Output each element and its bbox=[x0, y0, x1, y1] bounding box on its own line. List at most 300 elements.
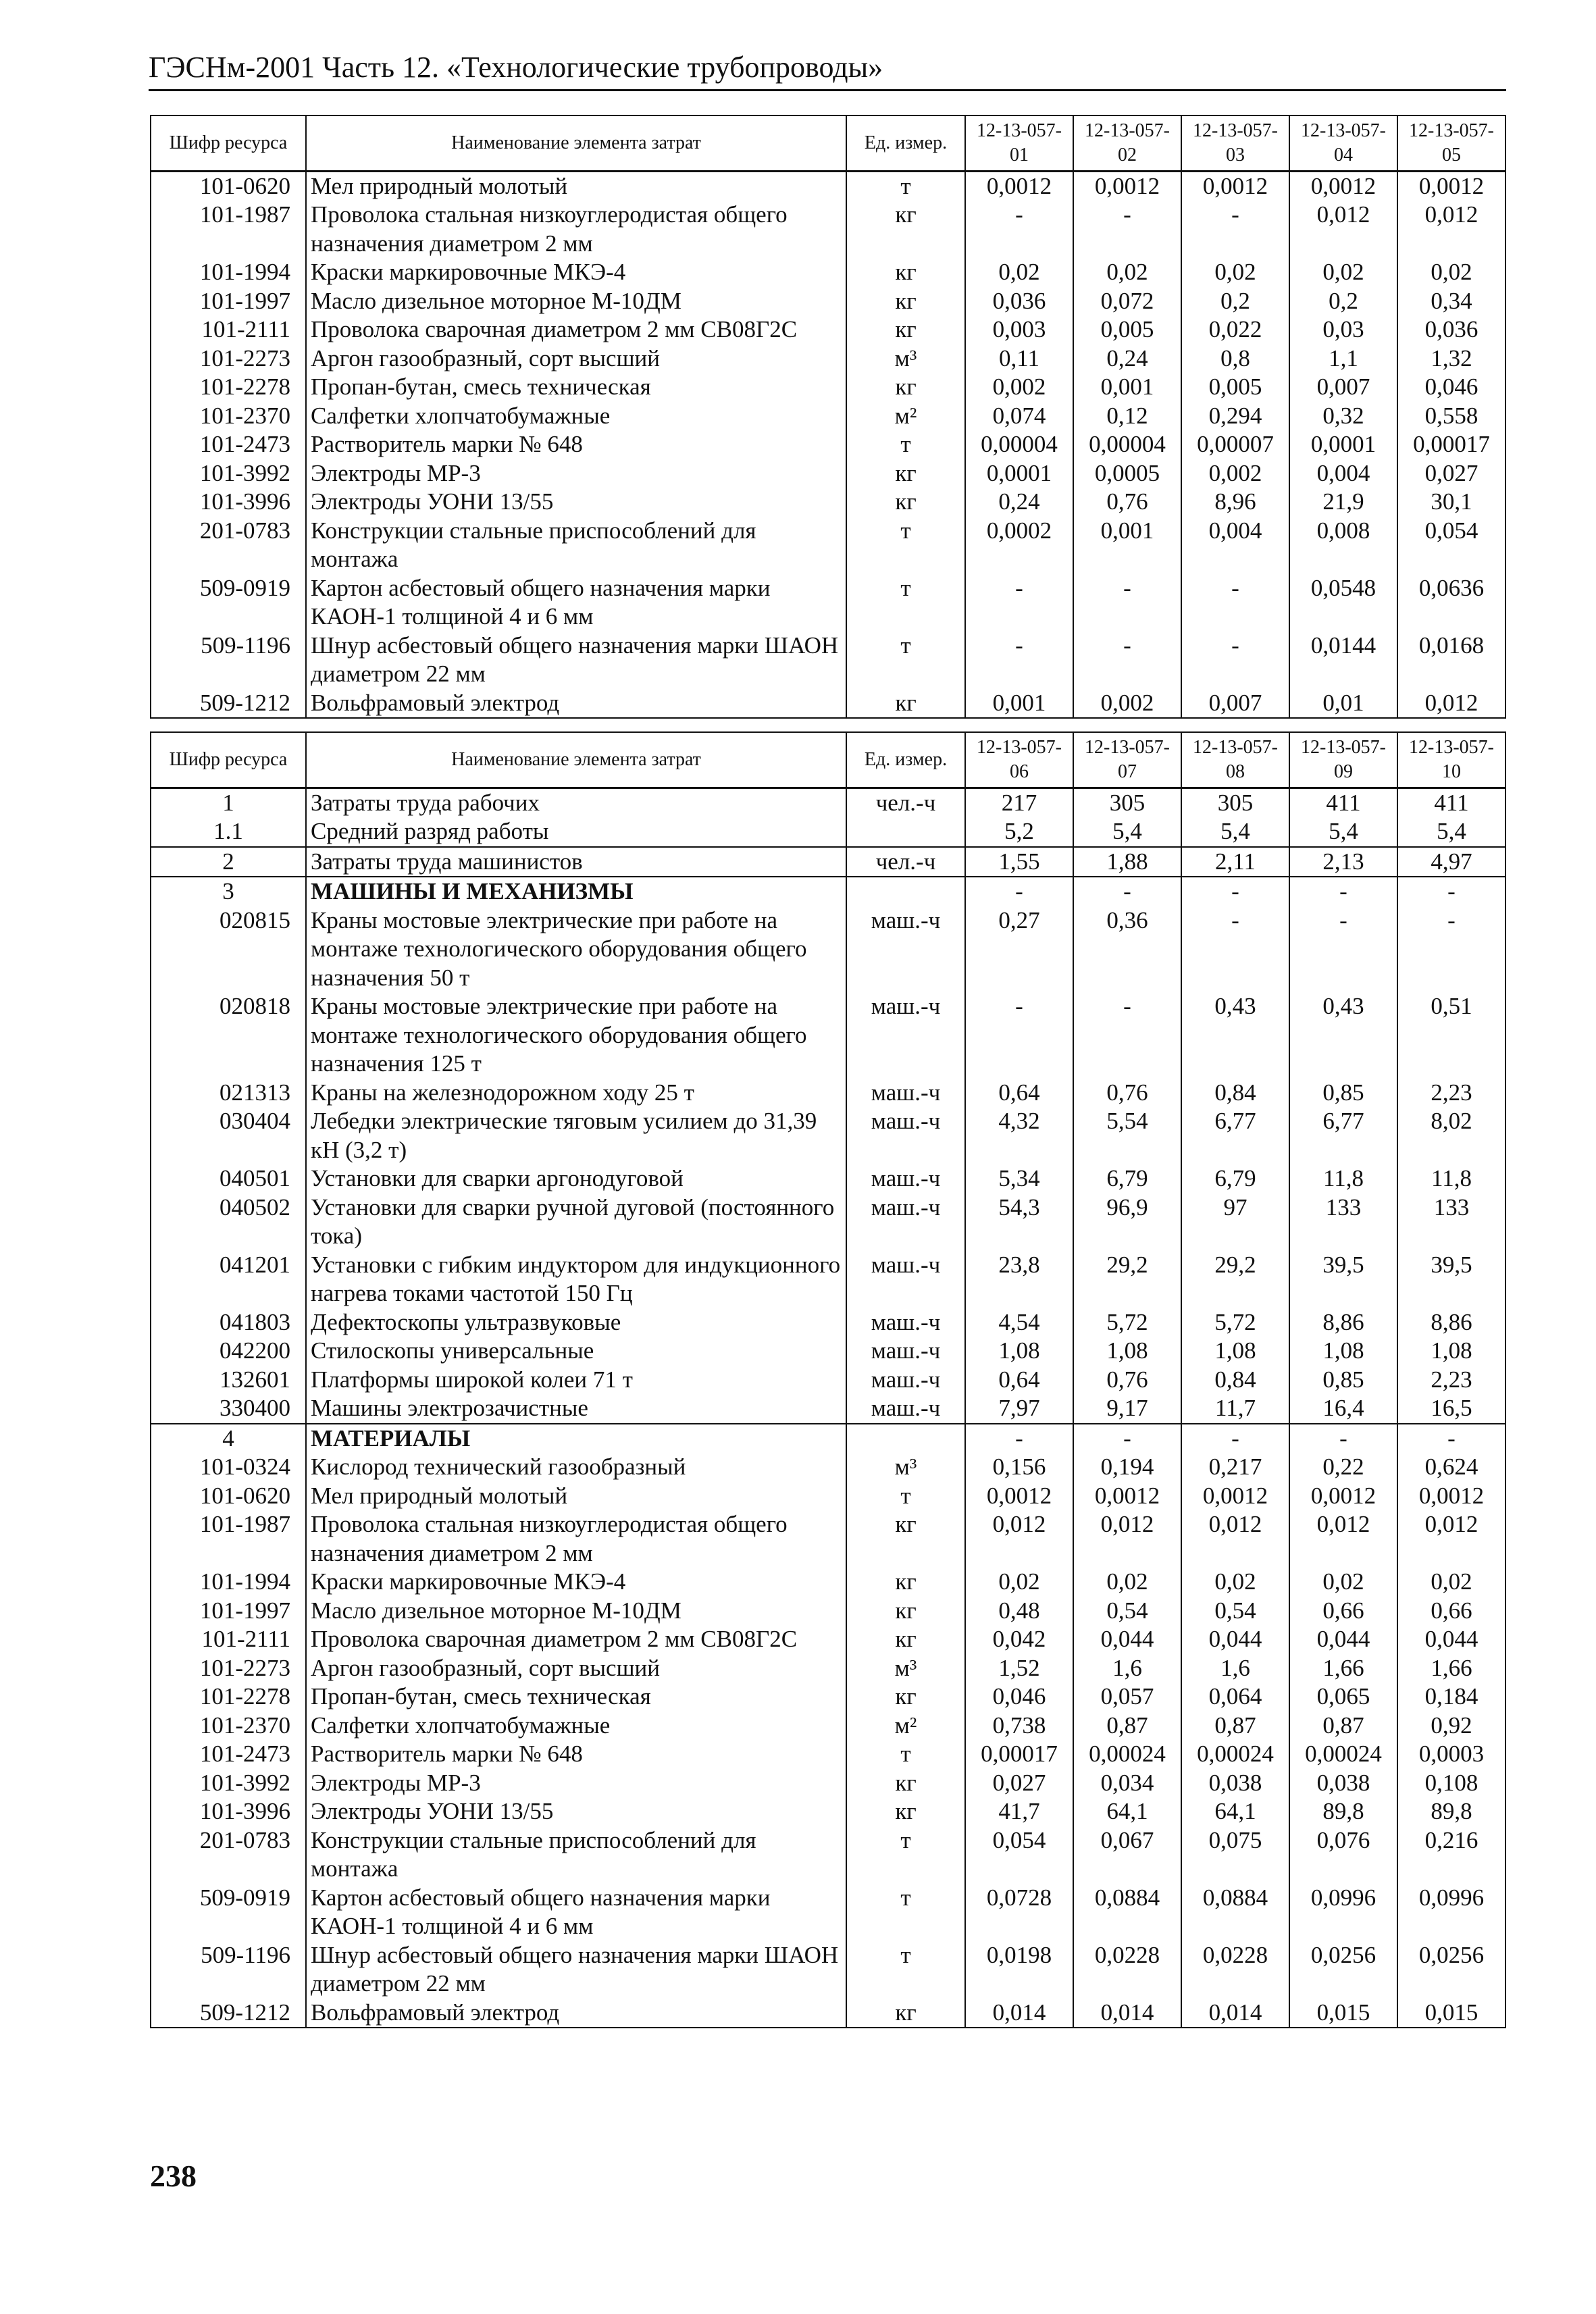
resource-value: - bbox=[965, 632, 1073, 689]
resource-value: 411 bbox=[1289, 788, 1397, 817]
resource-value: 0,738 bbox=[965, 1712, 1073, 1741]
resource-value: 0,012 bbox=[965, 1510, 1073, 1568]
table-row bbox=[151, 1366, 1505, 1395]
resource-value: 5,2 bbox=[965, 817, 1073, 847]
header-col: 12-13-057-02 bbox=[1073, 115, 1181, 171]
resource-value: 0,02 bbox=[1181, 258, 1289, 287]
resource-code: 101-1987 bbox=[151, 201, 306, 258]
resource-value: 305 bbox=[1073, 788, 1181, 817]
table-row bbox=[151, 1654, 1505, 1683]
resource-value: 0,027 bbox=[965, 1769, 1073, 1798]
resource-value: 0,34 bbox=[1397, 287, 1505, 316]
resource-code: 509-1196 bbox=[151, 1941, 306, 1999]
resource-value: 7,97 bbox=[965, 1394, 1073, 1424]
resource-unit: маш.-ч bbox=[846, 1107, 965, 1164]
resource-value: - bbox=[965, 877, 1073, 906]
resource-code: 020815 bbox=[151, 906, 306, 993]
resource-name: Электроды МР-3 bbox=[306, 1769, 846, 1798]
resource-name: Краски маркировочные МКЭ-4 bbox=[306, 1568, 846, 1597]
resource-value: 11,7 bbox=[1181, 1394, 1289, 1424]
resource-value: 0,64 bbox=[965, 1079, 1073, 1108]
resource-value: 0,036 bbox=[965, 287, 1073, 316]
resource-value: 0,014 bbox=[965, 1999, 1073, 2028]
resource-value: 4,32 bbox=[965, 1107, 1073, 1164]
table-row bbox=[151, 1394, 1505, 1424]
resource-value: - bbox=[1181, 632, 1289, 689]
table-row bbox=[151, 1941, 1505, 1999]
resource-value: 1,55 bbox=[965, 847, 1073, 877]
resource-value: - bbox=[1397, 906, 1505, 993]
resource-value: 0,0198 bbox=[965, 1941, 1073, 1999]
resource-name: Установки для сварки аргонодуговой bbox=[306, 1164, 846, 1193]
resource-unit: чел.-ч bbox=[846, 788, 965, 817]
resource-value: 0,0001 bbox=[965, 459, 1073, 488]
resource-name: Электроды УОНИ 13/55 bbox=[306, 488, 846, 517]
resource-value: 6,77 bbox=[1289, 1107, 1397, 1164]
resource-code: 509-0919 bbox=[151, 574, 306, 632]
resource-value: 6,79 bbox=[1181, 1164, 1289, 1193]
table-row bbox=[151, 1164, 1505, 1193]
resource-value: 64,1 bbox=[1073, 1797, 1181, 1826]
resource-unit: т bbox=[846, 632, 965, 689]
resource-value: 29,2 bbox=[1181, 1251, 1289, 1308]
resource-unit: т bbox=[846, 171, 965, 201]
resource-value: 29,2 bbox=[1073, 1251, 1181, 1308]
resource-value: 0,007 bbox=[1289, 373, 1397, 402]
table-row bbox=[151, 1682, 1505, 1712]
resource-value: - bbox=[965, 201, 1073, 258]
resource-value: - bbox=[1181, 1424, 1289, 1454]
resource-value: 0,02 bbox=[1073, 1568, 1181, 1597]
table-row bbox=[151, 517, 1505, 574]
resource-value: 0,02 bbox=[1073, 258, 1181, 287]
resource-code: 101-2473 bbox=[151, 430, 306, 459]
resource-unit: кг bbox=[846, 1568, 965, 1597]
resource-value: 23,8 bbox=[965, 1251, 1073, 1308]
resource-value: 5,72 bbox=[1181, 1308, 1289, 1337]
resource-value: 5,4 bbox=[1073, 817, 1181, 847]
resource-name: Мел природный молотый bbox=[306, 171, 846, 201]
resource-value: 0,005 bbox=[1073, 315, 1181, 344]
resource-name: Мел природный молотый bbox=[306, 1482, 846, 1511]
resource-value: 0,85 bbox=[1289, 1366, 1397, 1395]
resource-unit: маш.-ч bbox=[846, 1193, 965, 1251]
resource-name: Краски маркировочные МКЭ-4 bbox=[306, 258, 846, 287]
resource-value: 0,014 bbox=[1181, 1999, 1289, 2028]
resource-unit: т bbox=[846, 1740, 965, 1769]
table-row bbox=[151, 1308, 1505, 1337]
resource-value: 89,8 bbox=[1397, 1797, 1505, 1826]
resource-value: 0,004 bbox=[1181, 517, 1289, 574]
table-row bbox=[151, 788, 1505, 817]
resource-value: 0,002 bbox=[1181, 459, 1289, 488]
resource-value: 0,12 bbox=[1073, 402, 1181, 431]
table-row bbox=[151, 1337, 1505, 1366]
table-row bbox=[151, 459, 1505, 488]
resource-value: 0,0001 bbox=[1289, 430, 1397, 459]
resource-code: 101-3996 bbox=[151, 1797, 306, 1826]
table-row bbox=[151, 1107, 1505, 1164]
table-row bbox=[151, 574, 1505, 632]
resource-name: Электроды МР-3 bbox=[306, 459, 846, 488]
resource-name: Электроды УОНИ 13/55 bbox=[306, 1797, 846, 1826]
resource-value: 0,0012 bbox=[1181, 171, 1289, 201]
table-row bbox=[151, 201, 1505, 258]
resource-value: 0,054 bbox=[1397, 517, 1505, 574]
resource-code: 101-2370 bbox=[151, 1712, 306, 1741]
resource-unit: м³ bbox=[846, 344, 965, 374]
resource-code: 101-2370 bbox=[151, 402, 306, 431]
resource-value: 0,027 bbox=[1397, 459, 1505, 488]
resource-value: 0,0012 bbox=[1073, 1482, 1181, 1511]
resource-value: 0,0012 bbox=[1181, 1482, 1289, 1511]
header-name: Наименование элемента затрат bbox=[306, 115, 846, 171]
resource-name: Вольфрамовый электрод bbox=[306, 1999, 846, 2028]
resource-unit: кг bbox=[846, 1797, 965, 1826]
resource-value: 0,0144 bbox=[1289, 632, 1397, 689]
resource-value: 0,0228 bbox=[1181, 1941, 1289, 1999]
resource-value: 0,0012 bbox=[1397, 171, 1505, 201]
resource-value: 0,014 bbox=[1073, 1999, 1181, 2028]
header-col: 12-13-057-01 bbox=[965, 115, 1073, 171]
resource-value: 0,0012 bbox=[1073, 171, 1181, 201]
resource-value: 8,86 bbox=[1397, 1308, 1505, 1337]
resource-code: 101-2278 bbox=[151, 373, 306, 402]
resource-name: Пропан-бутан, смесь техническая bbox=[306, 1682, 846, 1712]
resource-name: Шнур асбестовый общего назначения марки ШАОН диаметром 22 мм bbox=[306, 632, 846, 689]
resource-value: 0,074 bbox=[965, 402, 1073, 431]
resource-value: 0,064 bbox=[1181, 1682, 1289, 1712]
resource-value: 0,044 bbox=[1397, 1625, 1505, 1654]
resource-value: - bbox=[1073, 632, 1181, 689]
resource-value: 6,79 bbox=[1073, 1164, 1181, 1193]
header-col: 12-13-057-10 bbox=[1397, 732, 1505, 788]
resource-unit: т bbox=[846, 1884, 965, 1941]
resource-unit: маш.-ч bbox=[846, 906, 965, 993]
header-col: 12-13-057-04 bbox=[1289, 115, 1397, 171]
resource-value: 0,0996 bbox=[1289, 1884, 1397, 1941]
resource-value: 0,0012 bbox=[965, 1482, 1073, 1511]
resource-value: 305 bbox=[1181, 788, 1289, 817]
resource-value: 39,5 bbox=[1397, 1251, 1505, 1308]
resource-value: 0,43 bbox=[1289, 992, 1397, 1079]
resource-value: 4,54 bbox=[965, 1308, 1073, 1337]
resource-value: 5,54 bbox=[1073, 1107, 1181, 1164]
resource-name: Салфетки хлопчатобумажные bbox=[306, 1712, 846, 1741]
resource-value: - bbox=[1289, 906, 1397, 993]
resource-name: МАТЕРИАЛЫ bbox=[306, 1424, 846, 1454]
resource-value: 8,86 bbox=[1289, 1308, 1397, 1337]
resource-value: 0,001 bbox=[1073, 373, 1181, 402]
header-col: 12-13-057-07 bbox=[1073, 732, 1181, 788]
header-unit: Ед. измер. bbox=[846, 115, 965, 171]
resource-value: 0,005 bbox=[1181, 373, 1289, 402]
resource-value: - bbox=[1181, 201, 1289, 258]
resource-value: 5,4 bbox=[1289, 817, 1397, 847]
resource-value: 0,66 bbox=[1397, 1597, 1505, 1626]
resource-value: 1,08 bbox=[1073, 1337, 1181, 1366]
resource-value: 0,0012 bbox=[1289, 171, 1397, 201]
resource-name: Картон асбестовый общего назначения марки КАОН-1 толщиной 4 и 6 мм bbox=[306, 1884, 846, 1941]
resource-value: 0,84 bbox=[1181, 1366, 1289, 1395]
resource-value: 0,0228 bbox=[1073, 1941, 1181, 1999]
table-row bbox=[151, 992, 1505, 1079]
resource-code: 101-2273 bbox=[151, 344, 306, 374]
resource-name: Проволока стальная низкоуглеродистая общего назначения диаметром 2 мм bbox=[306, 1510, 846, 1568]
resource-code: 201-0783 bbox=[151, 517, 306, 574]
page-header bbox=[149, 49, 1506, 91]
resource-name: Масло дизельное моторное М-10ДМ bbox=[306, 1597, 846, 1626]
resource-name: Конструкции стальные приспособлений для монтажа bbox=[306, 1826, 846, 1884]
table-row bbox=[151, 1510, 1505, 1568]
resource-value: 1,66 bbox=[1289, 1654, 1397, 1683]
table-row bbox=[151, 1884, 1505, 1941]
resource-code: 101-0620 bbox=[151, 1482, 306, 1511]
resource-value: 8,96 bbox=[1181, 488, 1289, 517]
resource-value: 0,48 bbox=[965, 1597, 1073, 1626]
resource-name: Растворитель марки № 648 bbox=[306, 430, 846, 459]
resource-value: 0,558 bbox=[1397, 402, 1505, 431]
resource-value: 5,4 bbox=[1397, 817, 1505, 847]
resource-value: 0,065 bbox=[1289, 1682, 1397, 1712]
resource-value: 0,057 bbox=[1073, 1682, 1181, 1712]
resource-value: 0,067 bbox=[1073, 1826, 1181, 1884]
resource-value: 1,08 bbox=[1289, 1337, 1397, 1366]
resource-value: 0,038 bbox=[1181, 1769, 1289, 1798]
resource-unit: кг bbox=[846, 459, 965, 488]
resource-name: Кислород технический газообразный bbox=[306, 1453, 846, 1482]
resource-name: Пропан-бутан, смесь техническая bbox=[306, 373, 846, 402]
resource-value: 0,216 bbox=[1397, 1826, 1505, 1884]
resource-unit: кг bbox=[846, 1510, 965, 1568]
resource-code: 101-3992 bbox=[151, 459, 306, 488]
resource-value: 39,5 bbox=[1289, 1251, 1397, 1308]
resource-value: 2,13 bbox=[1289, 847, 1397, 877]
resource-value: 1,52 bbox=[965, 1654, 1073, 1683]
table-row bbox=[151, 1740, 1505, 1769]
resource-value: - bbox=[1073, 877, 1181, 906]
resource-value: 0,0548 bbox=[1289, 574, 1397, 632]
resource-value: 0,0884 bbox=[1073, 1884, 1181, 1941]
table-row bbox=[151, 1568, 1505, 1597]
resource-value: 0,042 bbox=[965, 1625, 1073, 1654]
resource-value: 0,00024 bbox=[1073, 1740, 1181, 1769]
resource-name: Проволока сварочная диаметром 2 мм СВ08Г2С bbox=[306, 315, 846, 344]
resource-value: 0,036 bbox=[1397, 315, 1505, 344]
resource-value: 0,034 bbox=[1073, 1769, 1181, 1798]
resource-value: 0,0256 bbox=[1397, 1941, 1505, 1999]
resource-value: 1,1 bbox=[1289, 344, 1397, 374]
resource-value: 0,184 bbox=[1397, 1682, 1505, 1712]
resource-value: 217 bbox=[965, 788, 1073, 817]
resource-code: 2 bbox=[151, 847, 306, 877]
resource-value: 0,00004 bbox=[1073, 430, 1181, 459]
table-row bbox=[151, 315, 1505, 344]
resource-value: 0,24 bbox=[1073, 344, 1181, 374]
resource-value: 0,075 bbox=[1181, 1826, 1289, 1884]
resource-code: 021313 bbox=[151, 1079, 306, 1108]
resource-code: 4 bbox=[151, 1424, 306, 1454]
resource-code: 101-1997 bbox=[151, 287, 306, 316]
resource-name: Дефектоскопы ультразвуковые bbox=[306, 1308, 846, 1337]
resource-value: 64,1 bbox=[1181, 1797, 1289, 1826]
table-row bbox=[151, 1251, 1505, 1308]
resource-value: 0,008 bbox=[1289, 517, 1397, 574]
resource-code: 101-2278 bbox=[151, 1682, 306, 1712]
resource-unit: кг bbox=[846, 689, 965, 719]
resource-value: 16,4 bbox=[1289, 1394, 1397, 1424]
table-row bbox=[151, 344, 1505, 374]
resource-code: 040501 bbox=[151, 1164, 306, 1193]
resource-value: 0,24 bbox=[965, 488, 1073, 517]
resource-value: 0,32 bbox=[1289, 402, 1397, 431]
resource-value: 0,012 bbox=[1289, 201, 1397, 258]
resource-value: 0,044 bbox=[1073, 1625, 1181, 1654]
header-col: 12-13-057-05 bbox=[1397, 115, 1505, 171]
resource-value: 2,23 bbox=[1397, 1079, 1505, 1108]
resource-value: - bbox=[965, 992, 1073, 1079]
resource-unit: кг bbox=[846, 1597, 965, 1626]
resource-unit bbox=[846, 877, 965, 906]
resource-value: - bbox=[1073, 574, 1181, 632]
resource-value: 0,64 bbox=[965, 1366, 1073, 1395]
resource-value: 0,00017 bbox=[1397, 430, 1505, 459]
resource-value: 0,92 bbox=[1397, 1712, 1505, 1741]
table-row bbox=[151, 689, 1505, 719]
resource-unit: т bbox=[846, 517, 965, 574]
resource-value: 0,54 bbox=[1073, 1597, 1181, 1626]
resource-code: 042200 bbox=[151, 1337, 306, 1366]
resource-unit: м³ bbox=[846, 1654, 965, 1683]
resource-code: 101-1994 bbox=[151, 258, 306, 287]
resource-value: - bbox=[1397, 1424, 1505, 1454]
resource-value: 0,001 bbox=[1073, 517, 1181, 574]
header-col: 12-13-057-06 bbox=[965, 732, 1073, 788]
resource-value: 8,02 bbox=[1397, 1107, 1505, 1164]
resource-value: 0,76 bbox=[1073, 1366, 1181, 1395]
resource-value: 30,1 bbox=[1397, 488, 1505, 517]
resource-value: 0,0002 bbox=[965, 517, 1073, 574]
resource-value: 0,156 bbox=[965, 1453, 1073, 1482]
resource-name: Аргон газообразный, сорт высший bbox=[306, 1654, 846, 1683]
resource-name: Вольфрамовый электрод bbox=[306, 689, 846, 719]
resource-name: Затраты труда рабочих bbox=[306, 788, 846, 817]
table-row bbox=[151, 632, 1505, 689]
resource-code: 030404 bbox=[151, 1107, 306, 1164]
resource-value: 0,0012 bbox=[1289, 1482, 1397, 1511]
resource-name: Стилоскопы универсальные bbox=[306, 1337, 846, 1366]
resource-unit: кг bbox=[846, 1769, 965, 1798]
resource-value: 0,076 bbox=[1289, 1826, 1397, 1884]
resource-value: 0,00017 bbox=[965, 1740, 1073, 1769]
table-row bbox=[151, 1424, 1505, 1454]
resource-name: Установки для сварки ручной дуговой (постоянного тока) bbox=[306, 1193, 846, 1251]
table-row bbox=[151, 1712, 1505, 1741]
resource-name: МАШИНЫ И МЕХАНИЗМЫ bbox=[306, 877, 846, 906]
resource-unit: кг bbox=[846, 373, 965, 402]
resource-name: Проволока сварочная диаметром 2 мм СВ08Г2С bbox=[306, 1625, 846, 1654]
resource-unit: т bbox=[846, 1826, 965, 1884]
resource-value: 133 bbox=[1397, 1193, 1505, 1251]
resource-value: 0,012 bbox=[1073, 1510, 1181, 1568]
table-header-row bbox=[151, 115, 1505, 171]
resource-value: 0,66 bbox=[1289, 1597, 1397, 1626]
resource-code: 101-1997 bbox=[151, 1597, 306, 1626]
resource-name: Установки с гибким индуктором для индукционного нагрева токами частотой 150 Гц bbox=[306, 1251, 846, 1308]
resource-value: 0,02 bbox=[1289, 258, 1397, 287]
resource-code: 3 bbox=[151, 877, 306, 906]
resource-value: - bbox=[965, 574, 1073, 632]
resource-name: Затраты труда машинистов bbox=[306, 847, 846, 877]
resource-code: 509-1196 bbox=[151, 632, 306, 689]
table-row bbox=[151, 906, 1505, 993]
resource-value: 0,624 bbox=[1397, 1453, 1505, 1482]
resource-value: 0,012 bbox=[1181, 1510, 1289, 1568]
resource-value: 0,0256 bbox=[1289, 1941, 1397, 1999]
resource-code: 101-2273 bbox=[151, 1654, 306, 1683]
resource-value: 0,004 bbox=[1289, 459, 1397, 488]
resource-value: 133 bbox=[1289, 1193, 1397, 1251]
resource-code: 101-1987 bbox=[151, 1510, 306, 1568]
resource-code: 201-0783 bbox=[151, 1826, 306, 1884]
resource-unit: кг bbox=[846, 258, 965, 287]
resource-code: 132601 bbox=[151, 1366, 306, 1395]
resource-unit: м² bbox=[846, 402, 965, 431]
table-row bbox=[151, 430, 1505, 459]
table-row bbox=[151, 1482, 1505, 1511]
resource-value: 0,0003 bbox=[1397, 1740, 1505, 1769]
resource-value: 0,02 bbox=[965, 258, 1073, 287]
resource-name: Краны мостовые электрические при работе на монтаже технологического оборудования общего назначения 125 т bbox=[306, 992, 846, 1079]
resource-value: 1,6 bbox=[1073, 1654, 1181, 1683]
resource-value: 1,08 bbox=[1397, 1337, 1505, 1366]
resource-code: 509-1212 bbox=[151, 689, 306, 719]
resource-value: 11,8 bbox=[1397, 1164, 1505, 1193]
resource-value: 0,22 bbox=[1289, 1453, 1397, 1482]
resource-value: 0,02 bbox=[965, 1568, 1073, 1597]
resource-unit: м³ bbox=[846, 1453, 965, 1482]
resource-value: - bbox=[1181, 574, 1289, 632]
resource-value: 0,11 bbox=[965, 344, 1073, 374]
table-row bbox=[151, 1797, 1505, 1826]
resource-name: Краны мостовые электрические при работе на монтаже технологического оборудования общего назначения 50 т bbox=[306, 906, 846, 993]
resource-value: 0,038 bbox=[1289, 1769, 1397, 1798]
resource-value: - bbox=[1073, 992, 1181, 1079]
resource-value: - bbox=[965, 1424, 1073, 1454]
resource-code: 020818 bbox=[151, 992, 306, 1079]
resource-unit bbox=[846, 817, 965, 847]
table-row bbox=[151, 1826, 1505, 1884]
resource-value: 0,007 bbox=[1181, 689, 1289, 719]
resource-value: 0,00004 bbox=[965, 430, 1073, 459]
header-col: 12-13-057-09 bbox=[1289, 732, 1397, 788]
table-row bbox=[151, 877, 1505, 906]
resource-value: 5,34 bbox=[965, 1164, 1073, 1193]
resource-value: 0,76 bbox=[1073, 1079, 1181, 1108]
resource-value: 0,0012 bbox=[1397, 1482, 1505, 1511]
header-unit: Ед. измер. bbox=[846, 732, 965, 788]
resource-value: 411 bbox=[1397, 788, 1505, 817]
resource-name: Лебедки электрические тяговым усилием до 31,39 кН (3,2 т) bbox=[306, 1107, 846, 1164]
resource-unit: маш.-ч bbox=[846, 1164, 965, 1193]
table-row bbox=[151, 1453, 1505, 1482]
resource-value: 0,012 bbox=[1289, 1510, 1397, 1568]
table-row bbox=[151, 1193, 1505, 1251]
resource-unit: маш.-ч bbox=[846, 1394, 965, 1424]
resource-name: Растворитель марки № 648 bbox=[306, 1740, 846, 1769]
resource-value: 89,8 bbox=[1289, 1797, 1397, 1826]
resource-unit: т bbox=[846, 574, 965, 632]
